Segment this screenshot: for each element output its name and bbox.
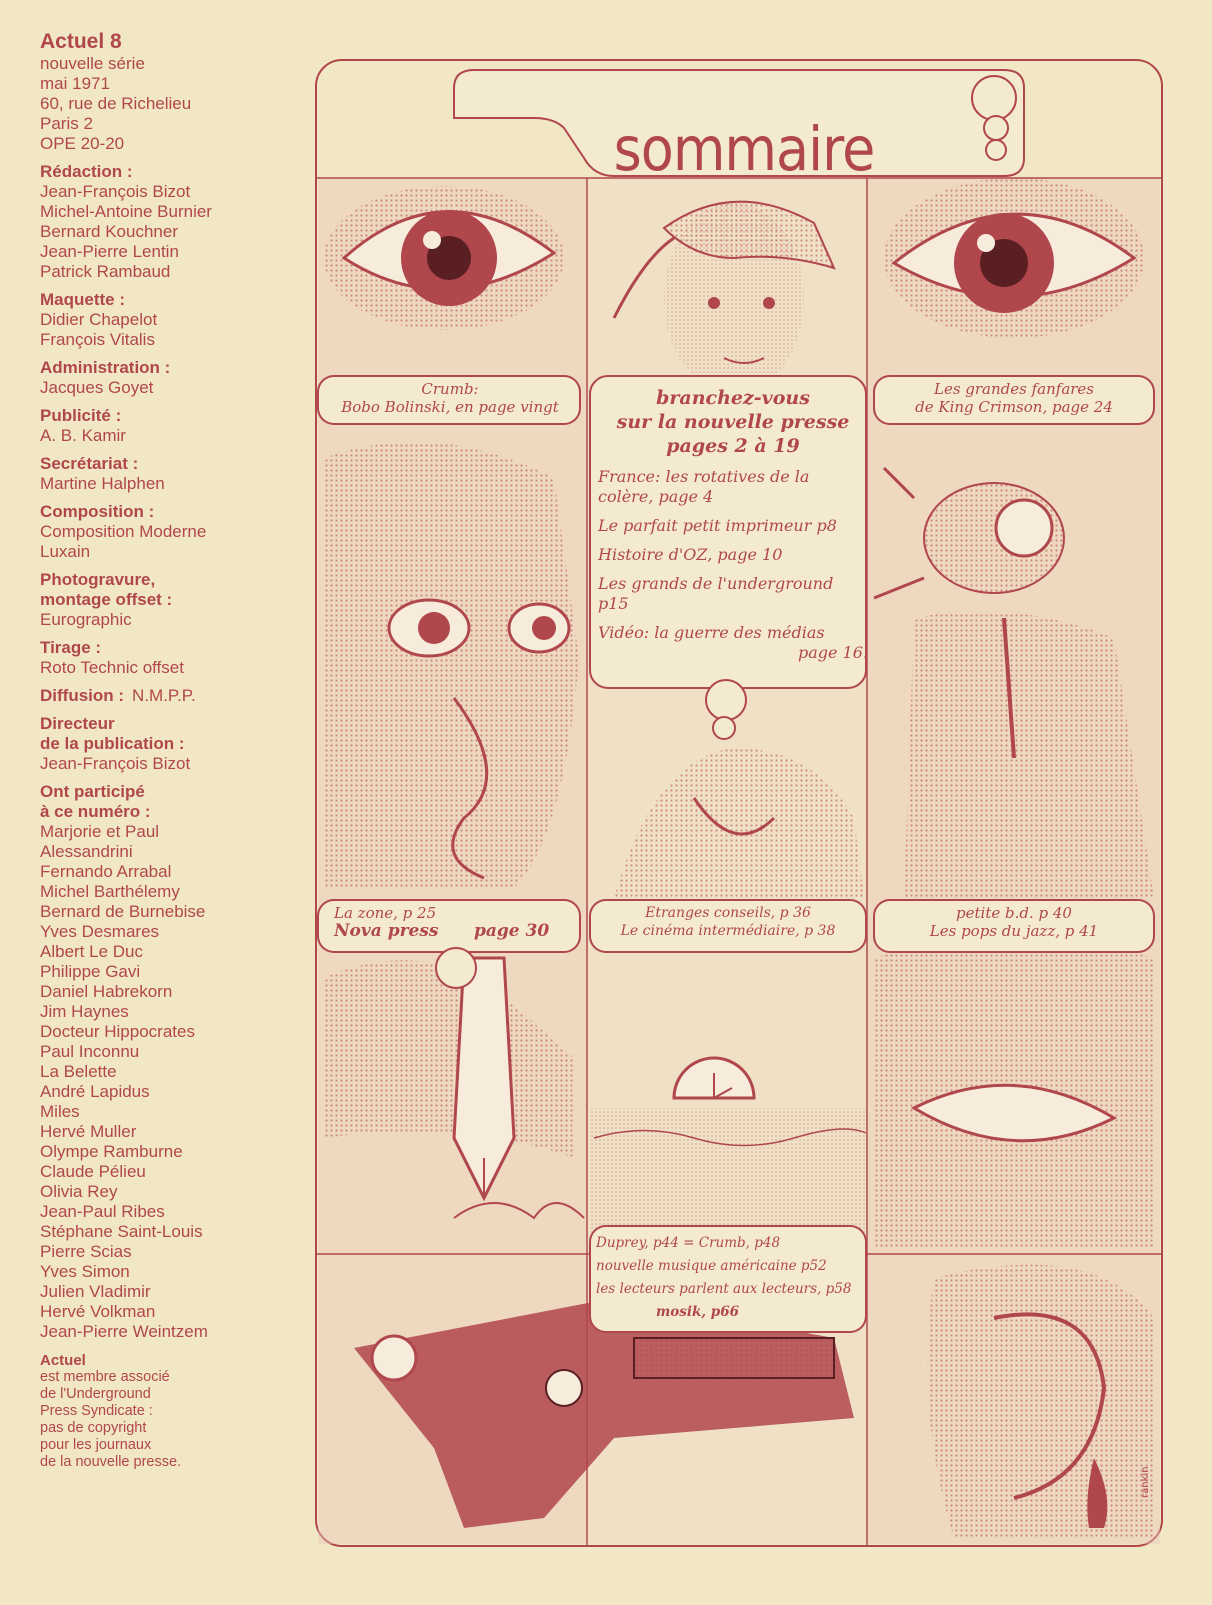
info-line: nouvelle série xyxy=(40,54,145,73)
caption-cinema xyxy=(592,904,864,940)
credit-heading: montage offset : xyxy=(40,590,173,609)
credit-name: Alessandrini xyxy=(40,842,133,861)
credit-name: Roto Technic offset xyxy=(40,658,184,677)
note-line: de la nouvelle presse. xyxy=(40,1454,182,1470)
credit-name: Olympe Ramburne xyxy=(40,1142,183,1161)
credit-name: Daniel Habrekorn xyxy=(40,982,173,1001)
caption-line: petite b.d. p 40 xyxy=(956,904,1072,922)
credit-heading xyxy=(40,782,310,802)
credit-name: Michel-Antoine Burnier xyxy=(40,202,212,221)
credit-name: Composition Moderne xyxy=(40,522,207,541)
toc-item: France: les rotatives de la colère, page 4 xyxy=(598,467,810,506)
caption-line: La zone, p 25 xyxy=(334,904,437,922)
info-line: Paris 2 xyxy=(40,114,93,133)
credit-name: Bernard de Burnebise xyxy=(40,902,206,921)
credit-heading xyxy=(40,638,310,658)
caption-jazz xyxy=(878,904,1150,940)
caption-crumb xyxy=(322,380,578,416)
credit-name: Claude Pélieu xyxy=(40,1162,146,1181)
note-line: pas de copyright xyxy=(40,1420,147,1436)
credit-heading xyxy=(40,454,310,474)
contents-illustration xyxy=(314,58,1164,1548)
credit-name: Paul Inconnu xyxy=(40,1042,140,1061)
ear-illustration xyxy=(927,1265,1154,1538)
credit-name: Luxain xyxy=(40,542,91,561)
caption-line: Bobo Bolinski, en page vingt xyxy=(341,398,559,416)
credit-heading xyxy=(40,162,310,182)
credit-name: Jean-Paul Ribes xyxy=(40,1202,165,1221)
credit-heading-text: Diffusion : xyxy=(40,686,125,705)
credit-name: Patrick Rambaud xyxy=(40,262,171,281)
credit-name: François Vitalis xyxy=(40,330,155,349)
credit-name: Olivia Rey xyxy=(40,1182,118,1201)
credit-name: Miles xyxy=(40,1102,80,1121)
credit-heading xyxy=(40,502,310,522)
credit-name: Albert Le Duc xyxy=(40,942,143,961)
credit-name: Philippe Gavi xyxy=(40,962,141,981)
credit-section xyxy=(40,162,310,282)
credit-heading-text: Secrétariat : xyxy=(40,454,139,473)
masthead-info xyxy=(40,54,310,154)
note-line: pour les journaux xyxy=(40,1437,152,1453)
artist-signature: rankin xyxy=(1140,1466,1151,1498)
caption-line: Le cinéma intermédiaire, p 38 xyxy=(620,923,836,939)
credit-inline-value: N.M.P.P. xyxy=(132,686,196,705)
credit-name: Jacques Goyet xyxy=(40,378,154,397)
credit-heading: à ce numéro : xyxy=(40,802,151,821)
syndicate-note xyxy=(40,1352,310,1471)
eye-illustration-left xyxy=(324,186,564,330)
credit-heading xyxy=(40,570,310,590)
credit-name: Julien Vladimir xyxy=(40,1282,151,1301)
credit-section xyxy=(40,714,310,774)
toc-item: Le parfait petit imprimeur p8 xyxy=(598,516,837,535)
credit-section xyxy=(40,454,310,494)
toc-item: Les grands de l'underground p15 xyxy=(598,574,834,613)
credits-sections xyxy=(40,162,310,1342)
toc-item-text: Vidéo: la guerre des médias xyxy=(598,623,825,642)
credit-name: Marjorie et Paul xyxy=(40,822,160,841)
credit-name: Yves Simon xyxy=(40,1262,130,1281)
note-line: de l'Underground xyxy=(40,1386,151,1402)
caption-line: de King Crimson, page 24 xyxy=(915,398,1113,416)
credit-section xyxy=(40,406,310,446)
toc-heading-line: sur la nouvelle presse xyxy=(616,411,850,433)
credit-heading-text: Ont participé xyxy=(40,782,145,801)
note-line: est membre associé xyxy=(40,1369,170,1385)
credit-name: Jean-François Bizot xyxy=(40,182,191,201)
contents-list xyxy=(598,386,868,663)
credit-heading-text: Maquette : xyxy=(40,290,125,309)
credit-section xyxy=(40,570,310,630)
caption-nova xyxy=(322,904,578,940)
caption-line: mosik, p66 xyxy=(656,1304,739,1320)
caption-line: Duprey, p44 = Crumb, p48 xyxy=(596,1235,781,1251)
credit-heading xyxy=(40,686,310,706)
caption-line: Crumb: xyxy=(421,380,479,398)
sommaire-title: sommaire xyxy=(613,114,875,185)
credit-heading-text: Rédaction : xyxy=(40,162,133,181)
credit-heading-text: Photogravure, xyxy=(40,570,156,589)
credit-name: Didier Chapelot xyxy=(40,310,158,329)
toc-item: Histoire d'OZ, page 10 xyxy=(598,545,783,564)
caption-line: Nova press page 30 xyxy=(334,921,550,941)
toc-heading-line: pages 2 à 19 xyxy=(666,435,800,457)
credit-heading xyxy=(40,358,310,378)
info-line: mai 1971 xyxy=(40,74,110,93)
credit-heading: de la publication : xyxy=(40,734,185,753)
masthead xyxy=(40,30,310,1471)
comic-artwork xyxy=(314,58,1164,1548)
credit-name: Bernard Kouchner xyxy=(40,222,178,241)
eye-illustration-right xyxy=(884,178,1144,338)
toc-item xyxy=(598,623,868,663)
credit-heading-text: Directeur xyxy=(40,714,115,733)
mouth-closeup-illustration xyxy=(874,938,1154,1248)
credit-name: Michel Barthélemy xyxy=(40,882,180,901)
credit-section xyxy=(40,782,310,1342)
credit-name: Hervé Muller xyxy=(40,1122,137,1141)
credit-section xyxy=(40,502,310,562)
credit-name: Stéphane Saint-Louis xyxy=(40,1222,203,1241)
caption-line: Les grandes fanfares xyxy=(933,380,1095,398)
credit-name: La Belette xyxy=(40,1062,117,1081)
caption-crimson xyxy=(878,380,1150,416)
credit-name: Jim Haynes xyxy=(40,1002,129,1021)
bulging-face-illustration xyxy=(324,442,579,888)
credit-name: Fernando Arrabal xyxy=(40,862,172,881)
credit-name: Jean-François Bizot xyxy=(40,754,191,773)
credit-section xyxy=(40,638,310,678)
toc-item-page: page 16. xyxy=(797,643,868,662)
credit-name: Yves Desmares xyxy=(40,922,160,941)
caption-line: Etranges conseils, p 36 xyxy=(645,905,811,921)
credit-name: Pierre Scias xyxy=(40,1242,132,1261)
credit-name: Jean-Pierre Lentin xyxy=(40,242,179,261)
credit-name: Jean-Pierre Weintzem xyxy=(40,1322,208,1341)
credit-name: Martine Halphen xyxy=(40,474,165,493)
caption-line: les lecteurs parlent aux lecteurs, p58 xyxy=(596,1281,852,1297)
credit-name: Docteur Hippocrates xyxy=(40,1022,195,1041)
credit-heading-text: Composition : xyxy=(40,502,155,521)
note-heading: Actuel xyxy=(40,1352,86,1369)
credit-section xyxy=(40,358,310,398)
credit-name: Hervé Volkman xyxy=(40,1302,156,1321)
toc-heading-line: branchez-vous xyxy=(656,387,810,409)
credit-heading xyxy=(40,290,310,310)
info-line: OPE 20-20 xyxy=(40,134,125,153)
credit-name: Eurographic xyxy=(40,610,132,629)
caption-bottom xyxy=(592,1232,868,1324)
credit-heading-text: Administration : xyxy=(40,358,171,377)
caption-line: Les pops du jazz, p 41 xyxy=(929,922,1099,940)
note-line: Press Syndicate : xyxy=(40,1403,153,1419)
credit-heading xyxy=(40,406,310,426)
credit-heading-text: Tirage : xyxy=(40,638,102,657)
credit-heading-text: Publicité : xyxy=(40,406,122,425)
credit-name: A. B. Kamir xyxy=(40,426,126,445)
credit-name: André Lapidus xyxy=(40,1082,150,1101)
info-line: 60, rue de Richelieu xyxy=(40,94,192,113)
credit-heading xyxy=(40,714,310,734)
credit-section xyxy=(40,290,310,350)
caption-line: nouvelle musique américaine p52 xyxy=(596,1258,827,1274)
credit-section xyxy=(40,686,310,706)
magazine-title: Actuel 8 xyxy=(40,30,122,53)
